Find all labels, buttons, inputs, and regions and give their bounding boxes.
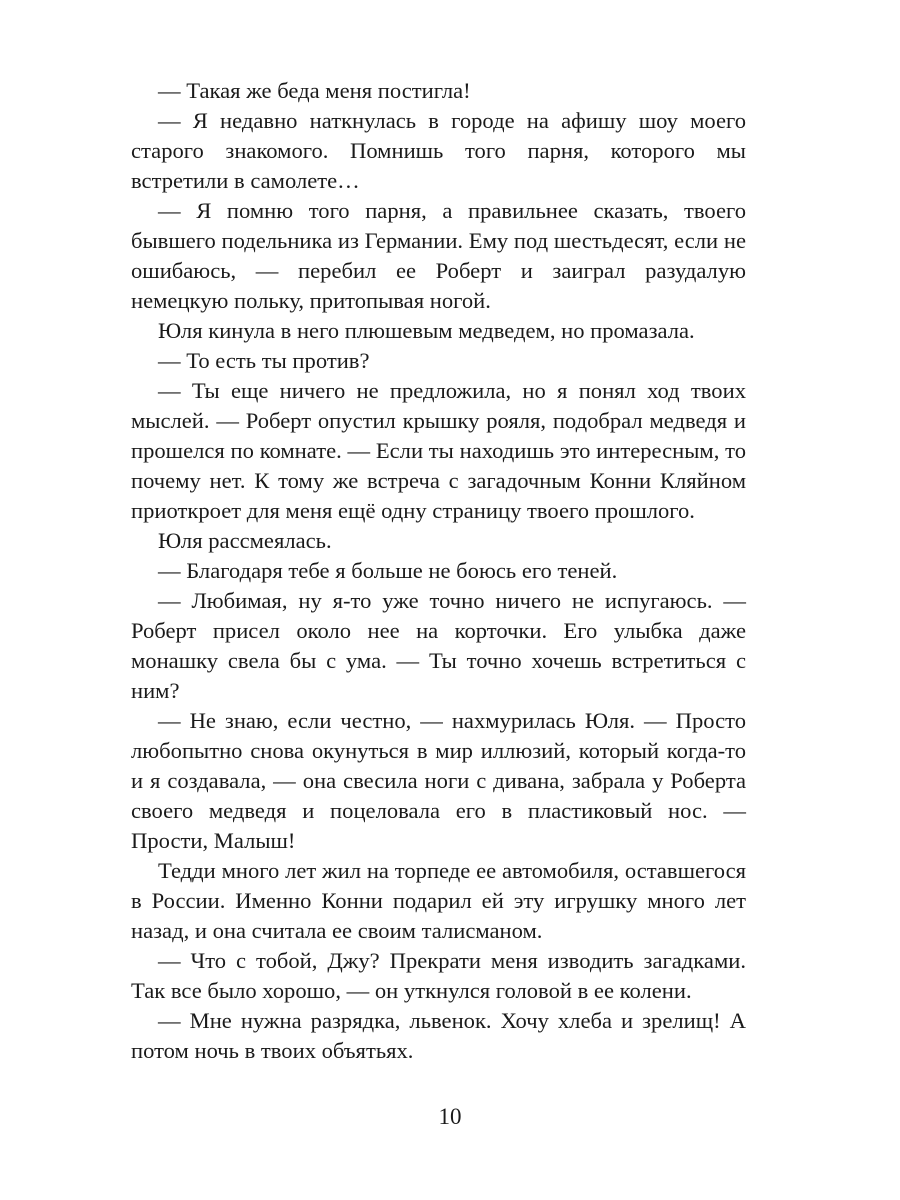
paragraph: — Благодаря тебе я больше не боюсь его теней. (158, 558, 618, 583)
paragraph: — Такая же беда меня постигла! (158, 78, 471, 103)
paragraph: — Ты еще ничего не предложила, но я понял ход твоих мыслей. — Роберт опустил крышку рояля, подобрал медведя и прошелся по комнате. — Если ты находишь это интересным, то почему нет. К тому же встреча с загадочным Конни Кляйном приоткроет для меня ещё одну страницу твоего прошлого. (131, 378, 746, 523)
paragraph: — Я помню того парня, а правильнее сказать, твоего бывшего подельника из Германии. Ему под шестьдесят, если не ошибаюсь, — перебил ее Роберт и заиграл разудалую немецкую польку, притопывая ногой. (131, 198, 746, 313)
paragraph: — Я недавно наткнулась в городе на афишу шоу моего старого знакомого. Помнишь того парня, которого мы встретили в самолете… (131, 108, 746, 193)
paragraph: — Что с тобой, Джу? Прекрати меня изводить загадками. Так все было хорошо, — он уткнулся головой в ее колени. (131, 948, 746, 1003)
paragraph: Юля рассмеялась. (158, 528, 332, 553)
paragraph: Юля кинула в него плюшевым медведем, но промазала. (158, 318, 695, 343)
paragraph: — Любимая, ну я-то уже точно ничего не испугаюсь. — Роберт присел около нее на корточки. Его улыбка даже монашку свела бы с ума. — Ты точно хочешь встретиться с ним? (131, 588, 746, 703)
paragraph: — То есть ты против? (158, 348, 370, 373)
paragraph: — Мне нужна разрядка, львенок. Хочу хлеба и зрелищ! А потом ночь в твоих объятьях. (131, 1008, 746, 1063)
page-number: 10 (438, 1104, 462, 1129)
page-body (131, 76, 746, 1066)
paragraph: Тедди много лет жил на торпеде ее автомобиля, оставшегося в России. Именно Конни подарил ей эту игрушку много лет назад, и она считала ее своим талисманом. (131, 858, 746, 943)
paragraph: — Не знаю, если честно, — нахмурилась Юля. — Просто любопытно снова окунуться в мир иллюзий, который когда-то и я создавала, — она свесила ноги с дивана, забрала у Роберта своего медведя и поцеловала его в пластиковый нос. — Прости, Малыш! (131, 708, 746, 853)
